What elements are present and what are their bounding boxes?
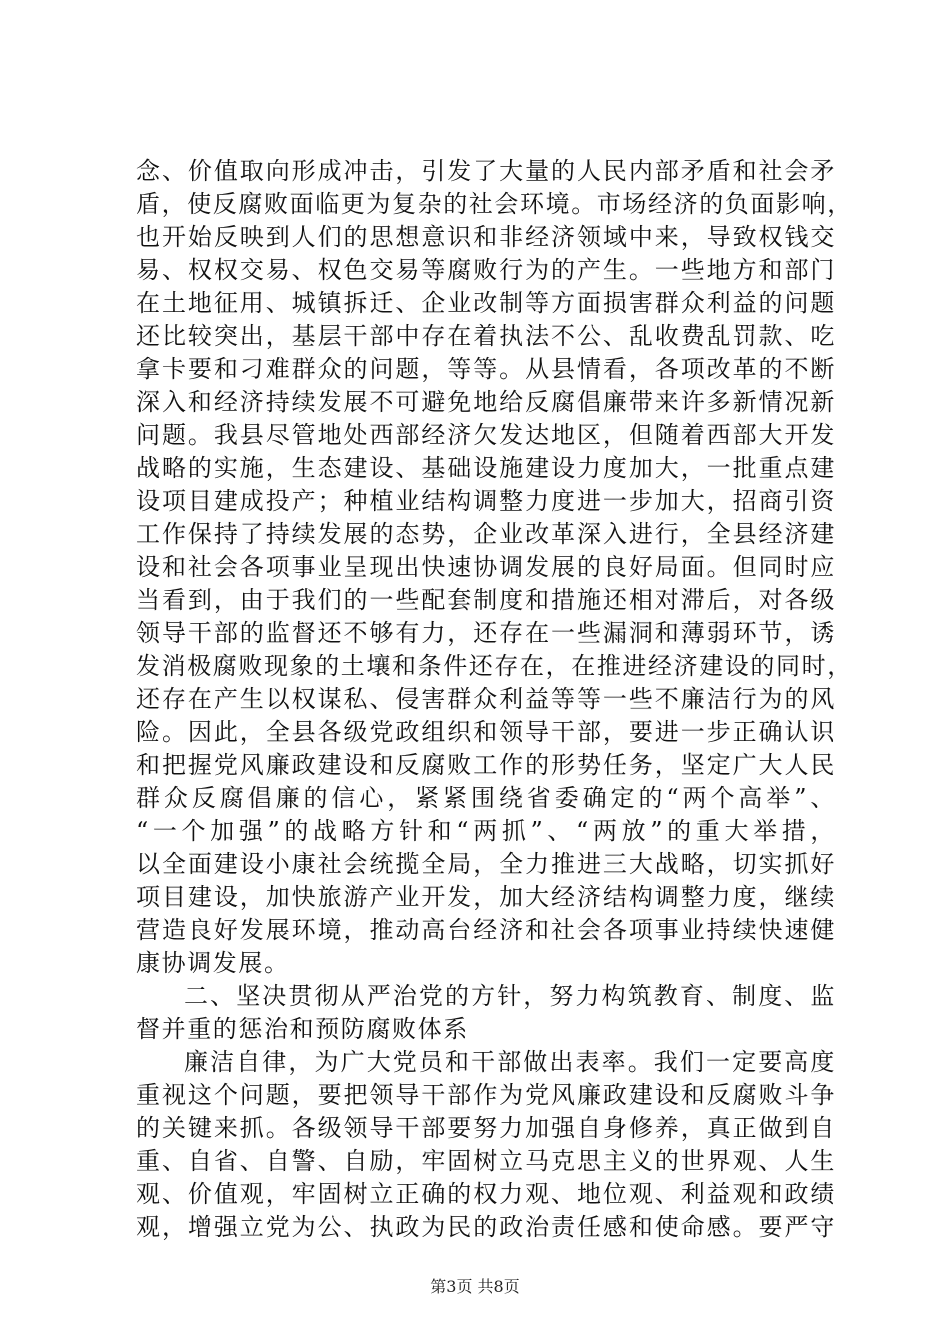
body-text	[136, 155, 853, 1244]
text-line: 念、价值取向形成冲击，引发了大量的人民内部矛盾和社会矛	[136, 157, 836, 185]
text-line: 以全面建设小康社会统揽全局，全力推进三大战略，切实抓好	[136, 850, 836, 878]
text-line: 还比较突出，基层干部中存在着执法不公、乱收费乱罚款、吃	[136, 322, 836, 350]
text-line: 观，增强立党为公、执政为民的政治责任感和使命感。要严守	[136, 1213, 836, 1241]
text-line: 的关键来抓。各级领导干部要努力加强自身修养，真正做到自	[136, 1114, 836, 1142]
paragraph-end-line: 康协调发展。	[136, 949, 290, 977]
text-line: 还存在产生以权谋私、侵害群众利益等等一些不廉洁行为的风	[136, 685, 836, 713]
text-line: 观、价值观，牢固树立正确的权力观、地位观、利益观和政绩	[136, 1180, 836, 1208]
text-line: 重、自省、自警、自励，牢固树立马克思主义的世界观、人生	[136, 1147, 836, 1175]
text-line: 设项目建成投产；种植业结构调整力度进一步加大，招商引资	[136, 487, 836, 515]
text-line: 险。因此，全县各级党政组织和领导干部，要进一步正确认识	[136, 718, 836, 746]
text-line: 拿卡要和刁难群众的问题，等等。从县情看，各项改革的不断	[136, 355, 836, 383]
text-line: 在土地征用、城镇拆迁、企业改制等方面损害群众利益的问题	[136, 289, 836, 317]
text-line: 问题。我县尽管地处西部经济欠发达地区，但随着西部大开发	[136, 421, 836, 449]
text-line: 营造良好发展环境，推动高台经济和社会各项事业持续快速健	[136, 916, 836, 944]
text-line: 战略的实施，生态建设、基础设施建设力度加大，一批重点建	[136, 454, 836, 482]
text-line: 重视这个问题，要把领导干部作为党风廉政建设和反腐败斗争	[136, 1081, 836, 1109]
section-heading-end-line: 督并重的惩治和预防腐败体系	[136, 1015, 469, 1043]
text-line: 发消极腐败现象的土壤和条件还存在，在推进经济建设的同时，	[136, 652, 853, 680]
text-line: 项目建设，加快旅游产业开发，加大经济结构调整力度，继续	[136, 883, 836, 911]
text-line: 盾，使反腐败面临更为复杂的社会环境。市场经济的负面影响，	[136, 190, 853, 218]
text-line: 也开始反映到人们的思想意识和非经济领域中来，导致权钱交	[136, 223, 836, 251]
section-heading-line: 二、坚决贯彻从严治党的方针，努力构筑教育、制度、监	[184, 982, 836, 1010]
text-line: 领导干部的监督还不够有力，还存在一些漏洞和薄弱环节，诱	[136, 619, 836, 647]
page-number-footer: 第3页 共8页	[430, 1277, 520, 1296]
text-line: 深入和经济持续发展不可避免地给反腐倡廉带来许多新情况新	[136, 388, 836, 416]
text-line: “一个加强”的战略方针和“两抓”、“两放”的重大举措，	[136, 817, 836, 845]
text-line: 易、权权交易、权色交易等腐败行为的产生。一些地方和部门	[136, 256, 836, 284]
paragraph-start-line: 廉洁自律，为广大党员和干部做出表率。我们一定要高度	[184, 1048, 836, 1076]
text-line: 工作保持了持续发展的态势，企业改革深入进行，全县经济建	[136, 520, 836, 548]
text-line: 当看到，由于我们的一些配套制度和措施还相对滞后，对各级	[136, 586, 836, 614]
text-line: 设和社会各项事业呈现出快速协调发展的良好局面。但同时应	[136, 553, 836, 581]
text-line: 群众反腐倡廉的信心，紧紧围绕省委确定的“两个高举”、	[136, 784, 836, 812]
text-line: 和把握党风廉政建设和反腐败工作的形势任务，坚定广大人民	[136, 751, 836, 779]
